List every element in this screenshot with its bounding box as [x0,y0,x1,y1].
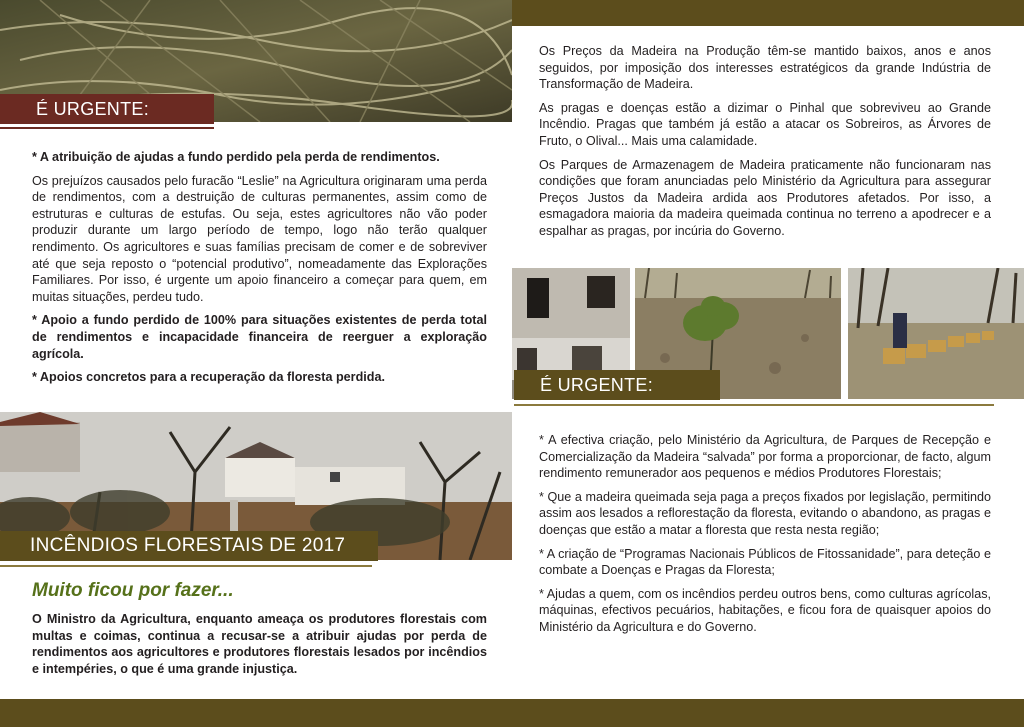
right-p4: * A efectiva criação, pelo Ministério da Agricultura, de Parques de Recepção e Comercialização da Madeira “salvada” por forma a proporcionar, de facto, algum rendimento remunerador aos pequenos e médios Produtores Florestais; [539,433,991,481]
left-p2: Os prejuízos causados pelo furacão “Leslie” na Agricultura originaram uma perda de rendimentos, com a destruição de culturas permanentes, assim como de estruturas e culturas de estufas. Ou seja, estes agricultores não vão poder produzir durante um largo período de tempo, logo não terão qualquer rendimento. Os agricultores e suas famílias precisam de comer e de sobreviver até que seja reposto o “potencial produtivo”, nomeadamente das Explorações Familiares. Por isso, é urgente um apoio financeiro a começar para quem, em muitas situações, perdeu tudo. [32,173,487,304]
right-urgent-rule [514,404,994,406]
left-p4: * Apoios concretos para a recuperação da floresta perdida. [32,370,385,385]
left-p1: * A atribuição de ajudas a fundo perdido pela perda de rendimentos. [32,150,440,164]
fires-label: INCÊNDIOS FLORESTAIS DE 2017 [0,531,378,561]
fires-rule [0,565,372,567]
beehives-photo [848,268,1024,399]
right-p3: Os Parques de Armazenagem de Madeira praticamente não funcionaram nas condições que foram anunciadas pelo Ministério da Agricultura para assegurar Preços Justos da Madeira ardida aos Produtores afetados. Por isso, a esmagadora maioria da madeira queimada continua no terreno a apodrecer e a espalhar as pragas, por incúria do Governo. [539,157,991,238]
left-top-text [32,149,487,393]
right-bottom-text [539,432,991,643]
left-urgent-rule [0,127,214,129]
bottom-band [0,699,1024,727]
left-urgent-label: É URGENTE: [0,94,214,124]
left-subtitle: Muito ficou por fazer... [32,580,234,601]
right-p5: * Que a madeira queimada seja paga a preços fixados por legislação, permitindo assim aos lesados a reflorestação da floresta, evitando o abandono, as pragas e doenças que estão a matar a floresta que resta nesta região; [539,489,991,537]
right-p7: * Ajudas a quem, com os incêndios perdeu outros bens, como culturas agrícolas, máquinas, efectivos pecuários, habitações, e ficou fora de quaisquer apoios do Ministério da Agricultura e do Governo. [539,586,991,634]
right-p1: Os Preços da Madeira na Produção têm-se mantido baixos, anos e anos seguidos, por imposição dos interesses estratégicos da grande Indústria de Transformação de Madeira. [539,44,991,92]
right-p2: As pragas e doenças estão a dizimar o Pinhal que sobreviveu ao Grande Incêndio. Pragas que também já estão a atacar os Sobreiros, as Árvores de Fruto, o Olival... Mais uma calamidade. [539,100,991,148]
left-p5: O Ministro da Agricultura, enquanto ameaça os produtores florestais com multas e coimas, continua a recusar-se a atribuir ajudas por perda de rendimentos aos agricultores e produtores florestais lesados por incêndios e intempéries, o que é uma grande injustiça. [32,612,487,676]
left-p3: * Apoio a fundo perdido de 100% para situações existentes de perda total de rendimentos e incapacidade financeira de reerguer a exploração agrícola. [32,313,487,361]
right-urgent-label: É URGENTE: [514,370,720,400]
right-top-text [539,43,991,247]
top-band [512,0,1024,26]
right-p6: * A criação de “Programas Nacionais Públicos de Fitossanidade”, para deteção e combate a Doenças e Pragas da Floresta; [539,546,991,578]
